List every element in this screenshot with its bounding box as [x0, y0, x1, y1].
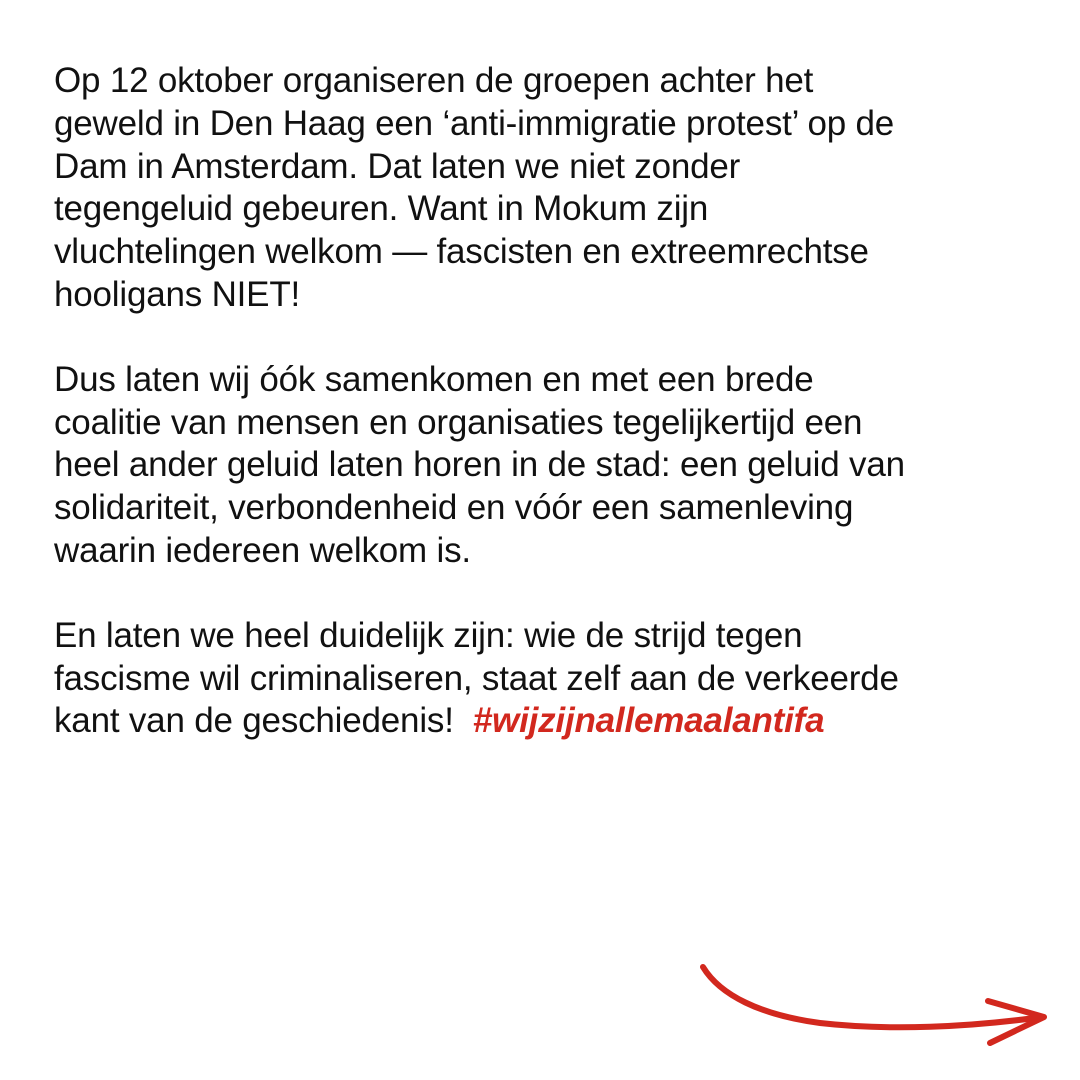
text-line: fascisme wil criminaliseren, staat zelf aan de verkeerde	[54, 658, 899, 698]
text-line: vluchtelingen welkom — fascisten en extreemrechtse	[54, 232, 869, 272]
post-text	[54, 60, 1029, 743]
text-line: waarin iedereen welkom is.	[54, 530, 471, 570]
paragraph-2	[54, 359, 1029, 573]
text-line: kant van de geschiedenis!	[54, 701, 454, 741]
swipe-arrow-icon[interactable]	[690, 955, 1060, 1065]
text-line: tegengeluid gebeuren. Want in Mokum zijn	[54, 189, 709, 229]
hashtag-link[interactable]: #wijzijnallemaalantifa	[472, 701, 825, 741]
text-line: Op 12 oktober organiseren de groepen achter het	[54, 61, 814, 100]
text-line: En laten we heel duidelijk zijn: wie de strijd tegen	[54, 615, 803, 655]
text-line: Dam in Amsterdam. Dat laten we niet zonder	[54, 146, 741, 186]
text-line: solidariteit, verbondenheid en vóór een samenleving	[54, 488, 854, 528]
text-line: heel ander geluid laten horen in de stad: een geluid van	[54, 445, 905, 485]
text-line: Dus laten wij óók samenkomen en met een brede	[54, 359, 814, 399]
text-line: geweld in Den Haag een ‘anti-immigratie protest’ op de	[54, 103, 895, 143]
paragraph-3	[54, 615, 1029, 743]
paragraph-1	[54, 60, 1029, 317]
text-line: coalitie van mensen en organisaties tegelijkertijd een	[54, 402, 863, 442]
text-line-with-hashtag	[54, 700, 1029, 743]
text-line: hooligans NIET!	[54, 274, 301, 314]
arrow-shaft	[703, 967, 1042, 1027]
